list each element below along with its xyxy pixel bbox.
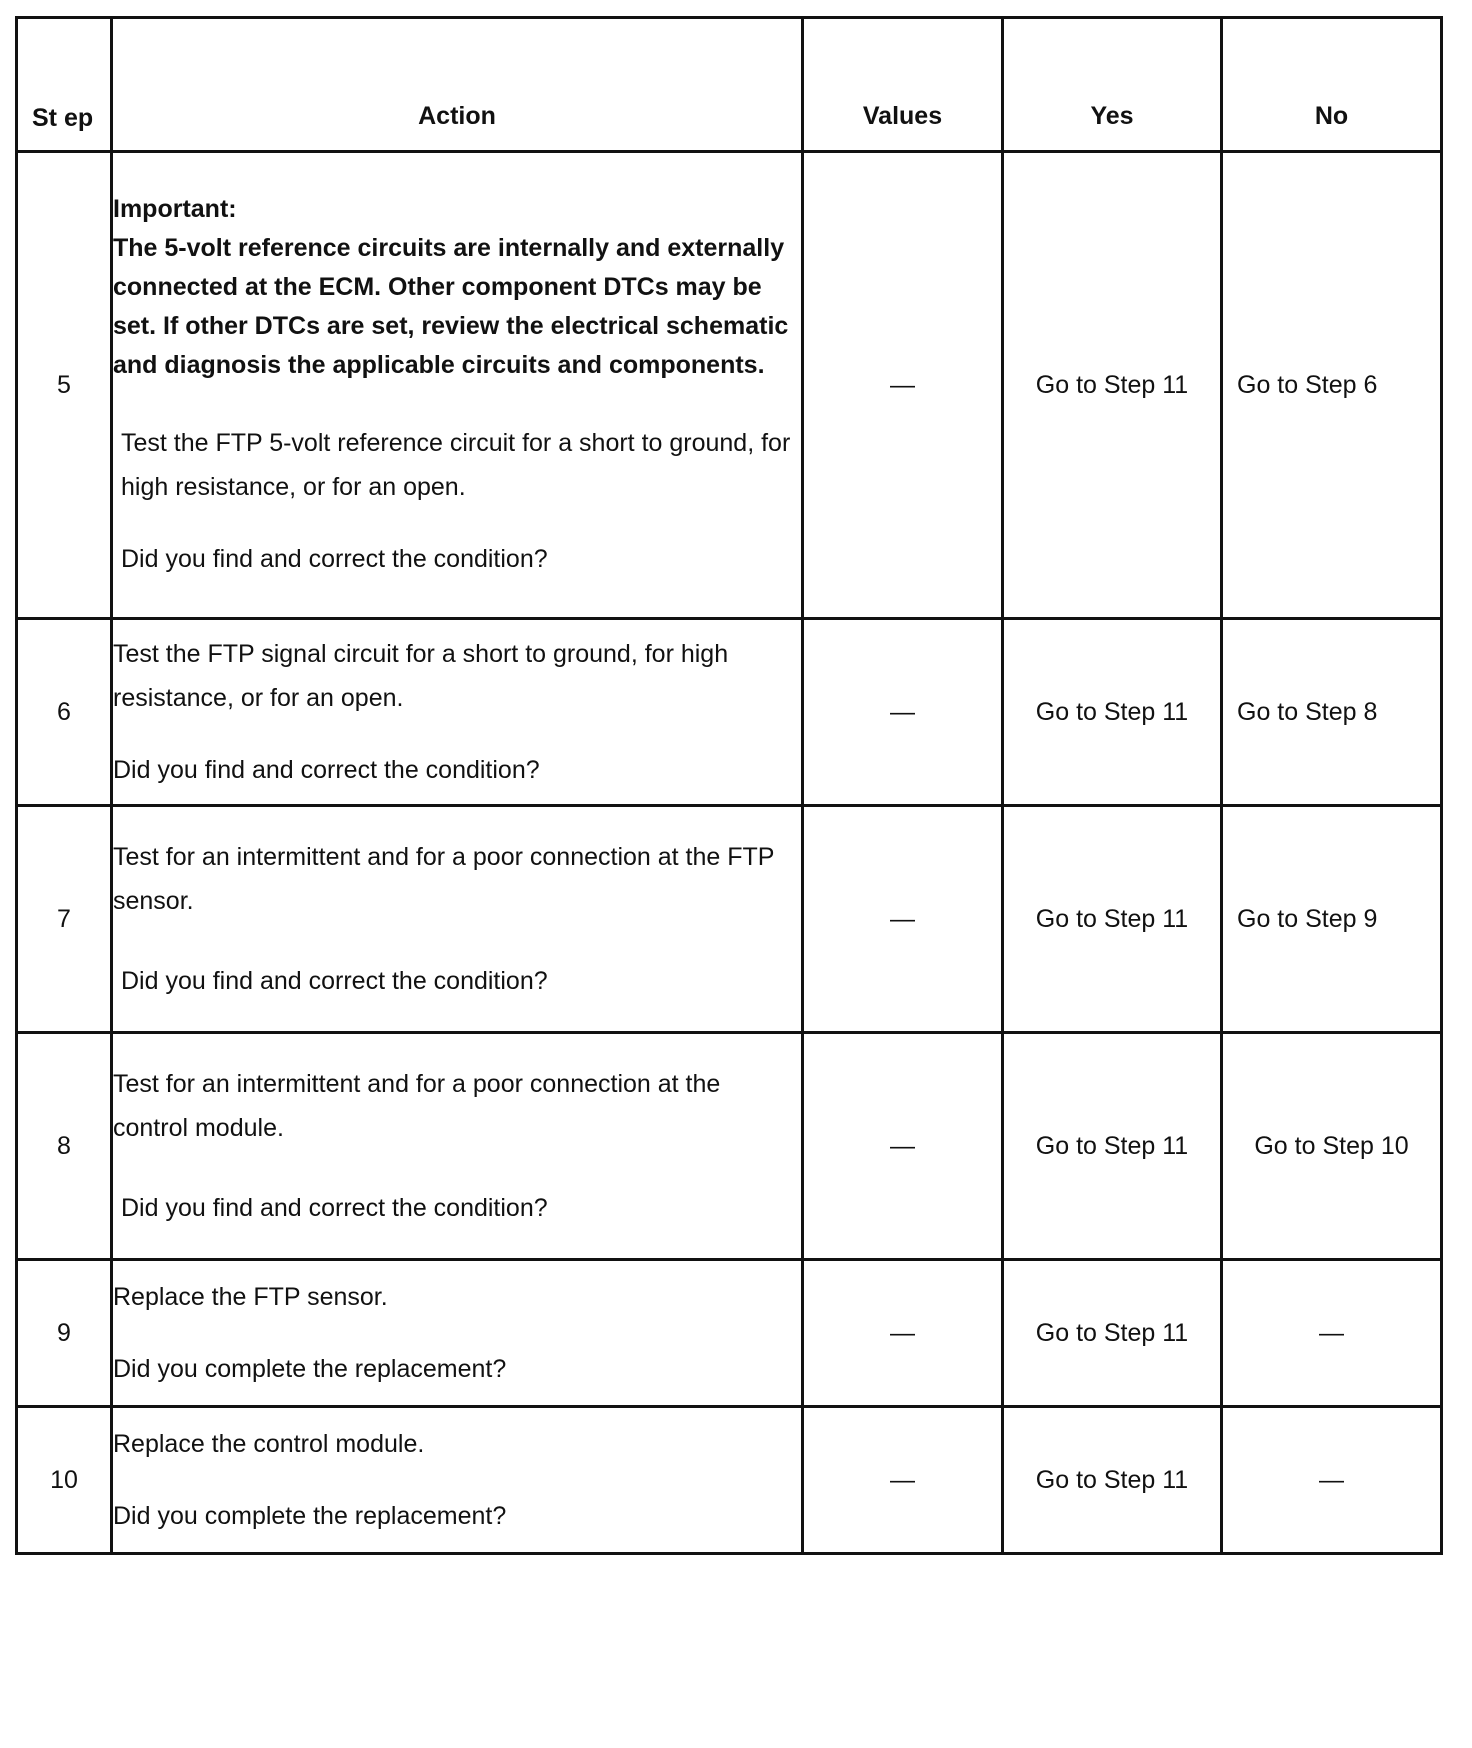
yes-cell: Go to Step 11: [1003, 1033, 1222, 1260]
action-cell: [112, 1260, 803, 1407]
no-cell: Go to Step 10: [1222, 1033, 1442, 1260]
no-cell: Go to Step 9: [1222, 806, 1442, 1033]
important-note: The 5-volt reference circuits are internally and externally connected at the ECM. Other component DTCs may be set. If other DTCs are set, review the electrical schematic and diagnosis the applicable circuits and components.: [113, 233, 789, 379]
action-text: Test for an intermittent and for a poor connection at the control module.: [113, 1070, 721, 1142]
no-cell: —: [1222, 1260, 1442, 1407]
step-number: 9: [17, 1260, 112, 1407]
table-row: [17, 619, 1442, 806]
step-number: 10: [17, 1407, 112, 1554]
action-question: Did you complete the replacement?: [113, 1355, 507, 1383]
action-question: Did you complete the replacement?: [113, 1502, 507, 1530]
values-cell: —: [803, 619, 1003, 806]
header-no: No: [1222, 18, 1442, 152]
action-text: Test the FTP 5-volt reference circuit for a short to ground, for high resistance, or for an open.: [121, 428, 791, 501]
action-text: Replace the control module.: [113, 1430, 425, 1458]
values-cell: —: [803, 1407, 1003, 1554]
table-row: [17, 1407, 1442, 1554]
important-label: Important:: [113, 194, 237, 223]
step-number: 6: [17, 619, 112, 806]
diagnostic-table: [15, 16, 1443, 1555]
action-cell: [112, 806, 803, 1033]
step-number: 8: [17, 1033, 112, 1260]
header-yes: Yes: [1003, 18, 1222, 152]
yes-cell: Go to Step 11: [1003, 1407, 1222, 1554]
action-text: Test the FTP signal circuit for a short to ground, for high resistance, or for an open.: [113, 640, 729, 712]
header-values: Values: [803, 18, 1003, 152]
action-question: Did you find and correct the condition?: [121, 1194, 548, 1222]
step-number: 5: [17, 152, 112, 619]
action-cell: [112, 619, 803, 806]
yes-cell: Go to Step 11: [1003, 1260, 1222, 1407]
table-row: [17, 152, 1442, 619]
values-cell: —: [803, 806, 1003, 1033]
no-cell: Go to Step 8: [1222, 619, 1442, 806]
action-text: Test for an intermittent and for a poor connection at the FTP sensor.: [113, 843, 775, 915]
yes-cell: Go to Step 11: [1003, 619, 1222, 806]
header-row: [17, 18, 1442, 152]
header-action: Action: [112, 18, 803, 152]
values-cell: —: [803, 152, 1003, 619]
values-cell: —: [803, 1260, 1003, 1407]
action-question: Did you find and correct the condition?: [121, 967, 548, 995]
action-cell: [112, 152, 803, 619]
step-number: 7: [17, 806, 112, 1033]
action-question: Did you find and correct the condition?: [121, 544, 548, 573]
yes-cell: Go to Step 11: [1003, 152, 1222, 619]
action-question: Did you find and correct the condition?: [113, 756, 540, 784]
table-row: [17, 1260, 1442, 1407]
yes-cell: Go to Step 11: [1003, 806, 1222, 1033]
values-cell: —: [803, 1033, 1003, 1260]
header-step: St ep: [17, 18, 112, 152]
table-row: [17, 806, 1442, 1033]
action-cell: [112, 1033, 803, 1260]
no-cell: Go to Step 6: [1222, 152, 1442, 619]
table-row: [17, 1033, 1442, 1260]
action-cell: [112, 1407, 803, 1554]
no-cell: —: [1222, 1407, 1442, 1554]
action-text: Replace the FTP sensor.: [113, 1283, 388, 1311]
